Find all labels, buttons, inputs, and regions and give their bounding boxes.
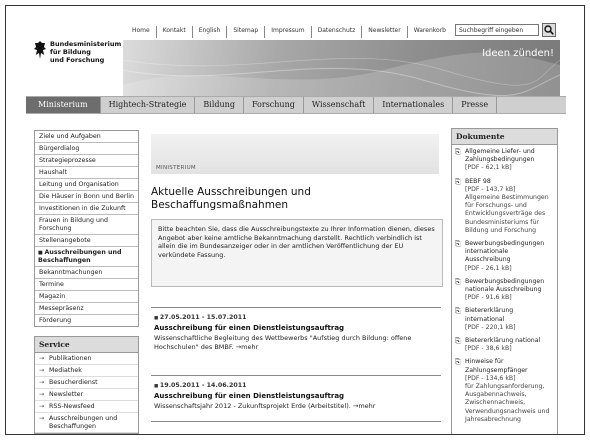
list-item bbox=[154, 314, 442, 352]
search-input[interactable] bbox=[455, 24, 539, 36]
document-meta: [PDF - 134,6 kB] bbox=[465, 374, 516, 382]
sidebar-item-strategieprozesse[interactable]: Strategieprozesse bbox=[35, 155, 138, 167]
documents-box bbox=[451, 128, 558, 435]
arrow-icon: → bbox=[39, 366, 45, 374]
document-meta: [PDF - 38,6 kB] bbox=[465, 345, 512, 353]
service-item-label: Newsletter bbox=[49, 390, 84, 398]
entry-date: ■ 19.05.2011 - 14.06.2011 bbox=[154, 382, 442, 389]
service-item-ausschreibungen[interactable] bbox=[35, 413, 138, 433]
ministry-logo[interactable] bbox=[34, 38, 134, 78]
document-item[interactable] bbox=[452, 275, 557, 305]
topnav-newsletter[interactable]: Newsletter bbox=[362, 26, 407, 38]
sidebar-item-leitung[interactable]: Leitung und Organisation bbox=[35, 179, 138, 191]
document-icon: ⎘ bbox=[455, 240, 461, 249]
document-name: BEBF 98 bbox=[465, 177, 491, 185]
logo-text bbox=[50, 40, 121, 64]
arrow-icon: → bbox=[39, 414, 45, 422]
mainnav-ministerium[interactable]: Ministerium bbox=[26, 97, 101, 113]
topnav-kontakt[interactable]: Kontakt bbox=[157, 26, 193, 38]
sidebar-item-magazin[interactable]: Magazin bbox=[35, 291, 138, 303]
mainnav-hightech-strategie[interactable]: Hightech-Strategie bbox=[101, 97, 196, 113]
sidebar-item-stellenangebote[interactable]: Stellenangebote bbox=[35, 235, 138, 247]
sidebar-item-haushalt[interactable]: Haushalt bbox=[35, 167, 138, 179]
page bbox=[26, 18, 566, 435]
document-meta: [PDF - 220,1 kB] bbox=[465, 323, 516, 331]
section-header bbox=[151, 134, 439, 174]
document-icon: ⎘ bbox=[455, 148, 461, 156]
mainnav-bildung[interactable]: Bildung bbox=[195, 97, 244, 113]
service-box bbox=[34, 336, 139, 434]
sidebar-item-ziele[interactable]: Ziele und Aufgaben bbox=[35, 131, 138, 143]
topnav-sitemap[interactable]: Sitemap bbox=[227, 26, 265, 38]
sidebar-item-messepraesenz[interactable]: Messepräsenz bbox=[35, 303, 138, 315]
document-item[interactable] bbox=[452, 304, 557, 334]
sidebar-item-investitionen[interactable]: Investitionen in die Zukunft bbox=[35, 203, 138, 215]
intro-notice: Bitte beachten Sie, dass die Ausschreibungstexte zu Ihrer Information dienen, dieses Angebot aber keine amtliche Bekanntmachung darstellt. Rechtlich verbindlich ist allein die im Bundesanzeiger oder in der amtlichen Veröffentlichung der EU verkündete Fassung. bbox=[151, 219, 443, 287]
document-meta: [PDF - 62,1 kB] bbox=[465, 164, 512, 172]
document-item[interactable] bbox=[452, 355, 557, 426]
entry-date: ■ 27.05.2011 - 15.07.2011 bbox=[154, 314, 442, 321]
entry-description bbox=[154, 334, 442, 352]
service-item-besucherdienst[interactable] bbox=[35, 377, 138, 389]
topnav-english[interactable]: English bbox=[193, 26, 228, 38]
topnav-impressum[interactable]: Impressum bbox=[265, 26, 311, 38]
divider bbox=[151, 307, 441, 308]
entry-title[interactable]: Ausschreibung für einen Dienstleistungsauftrag bbox=[154, 392, 345, 400]
sidebar-item-bekanntmachungen[interactable]: Bekanntmachungen bbox=[35, 267, 138, 279]
topnav-datenschutz[interactable]: Datenschutz bbox=[312, 26, 363, 38]
banner-slogan: Ideen zünden! bbox=[482, 48, 554, 59]
document-icon: ⎘ bbox=[455, 358, 461, 367]
document-icon: ⎘ bbox=[455, 307, 461, 316]
service-item-publikationen[interactable] bbox=[35, 353, 138, 365]
topnav-warenkorb[interactable]: Warenkorb bbox=[413, 27, 446, 34]
federal-eagle-icon bbox=[34, 40, 46, 60]
divider bbox=[151, 375, 441, 376]
sidebar-navigation bbox=[34, 130, 139, 327]
document-item[interactable] bbox=[452, 175, 557, 237]
arrow-icon: → bbox=[39, 378, 45, 386]
arrow-icon: → bbox=[39, 354, 45, 362]
document-icon: ⎘ bbox=[455, 277, 461, 286]
sidebar-item-frauen[interactable]: Frauen in Bildung und Forschung bbox=[35, 215, 138, 235]
logo-line-1: Bundesministerium bbox=[50, 40, 122, 48]
search-button[interactable] bbox=[542, 23, 556, 37]
document-name: Allgemeine Liefer- und Zahlungsbedingungen bbox=[465, 148, 535, 164]
document-description: Allgemeine Bestimmungen für Forschungs- und Entwicklungsverträge des Bundesministeriums für Bildung und Forschung bbox=[465, 194, 549, 234]
document-name: Bietererklärung international bbox=[465, 307, 514, 323]
service-item-mediathek[interactable] bbox=[35, 365, 138, 377]
service-item-label: Publikationen bbox=[49, 354, 92, 362]
documents-title: Dokumente bbox=[452, 129, 557, 145]
mainnav-internationales[interactable]: Internationales bbox=[374, 97, 453, 113]
mainnav-presse[interactable]: Presse bbox=[453, 97, 497, 113]
document-meta: [PDF - 143,7 kB] bbox=[465, 185, 516, 193]
document-item[interactable] bbox=[452, 145, 557, 175]
entry-title[interactable]: Ausschreibung für einen Dienstleistungsauftrag bbox=[154, 324, 345, 332]
document-meta: [PDF - 26,1 kB] bbox=[465, 264, 512, 272]
document-icon: ⎘ bbox=[455, 337, 461, 346]
entry-description bbox=[154, 402, 442, 411]
document-icon: ⎘ bbox=[455, 177, 461, 186]
main-navigation bbox=[26, 96, 566, 114]
header-banner bbox=[123, 40, 560, 100]
screenshot-frame bbox=[5, 5, 585, 435]
document-name: Bewerbungsbedingungen nationale Ausschreibung bbox=[465, 277, 545, 294]
arrow-icon: → bbox=[39, 390, 45, 398]
arrow-icon: → bbox=[39, 402, 45, 410]
sidebar-item-foerderung[interactable]: Förderung bbox=[39, 316, 72, 324]
document-name: Bietererklärung national bbox=[465, 337, 541, 345]
sidebar-item-buergerdialog[interactable]: Bürgerdialog bbox=[35, 143, 138, 155]
service-item-label: Mediathek bbox=[49, 366, 82, 374]
sidebar-item-haeuser[interactable]: Die Häuser in Bonn und Berlin bbox=[35, 191, 138, 203]
document-item[interactable] bbox=[452, 237, 557, 275]
list-item bbox=[154, 382, 442, 411]
entry-description-text: Wissenschaftliche Begleitung des Wettbewerbs "Aufstieg durch Bildung: offene Hochschulen" des BMBF. bbox=[154, 334, 412, 351]
service-item-label: Besucherdienst bbox=[49, 378, 98, 386]
page-title: Aktuelle Ausschreibungen und Beschaffungsmaßnahmen bbox=[151, 186, 311, 211]
top-navigation bbox=[126, 26, 452, 38]
divider bbox=[151, 421, 441, 422]
document-name: Hinweise für Zahlungsempfänger bbox=[465, 358, 528, 374]
more-link[interactable]: →mehr bbox=[352, 402, 376, 410]
service-item-rss[interactable] bbox=[35, 401, 138, 413]
logo-line-2: für Bildung bbox=[50, 48, 91, 56]
document-item[interactable] bbox=[452, 334, 557, 355]
sidebar-item-termine[interactable]: Termine bbox=[35, 279, 138, 291]
service-item-label: Ausschreibungen und Beschaffungen bbox=[49, 414, 118, 430]
document-name: Bewerbungsbedingungen internationale Ausschreibung bbox=[465, 240, 545, 264]
service-title: Service bbox=[35, 337, 138, 353]
mainnav-wissenschaft[interactable]: Wissenschaft bbox=[304, 97, 374, 113]
service-item-newsletter[interactable] bbox=[35, 389, 138, 401]
document-meta: [PDF - 91,6 kB] bbox=[465, 294, 512, 302]
topnav-home[interactable]: Home bbox=[126, 26, 157, 38]
breadcrumb: MINISTERIUM bbox=[156, 165, 196, 171]
mainnav-forschung[interactable]: Forschung bbox=[244, 97, 304, 113]
service-item-label: RSS-Newsfeed bbox=[49, 402, 95, 410]
logo-line-3: und Forschung bbox=[50, 56, 105, 64]
search-icon bbox=[544, 25, 554, 35]
document-description: für Zahlungsanforderung, Ausgabennachweis, Zwischennachweis, Verwendungsnachweis und Jahresabrechnung bbox=[465, 383, 550, 423]
sidebar-item-ausschreibungen[interactable]: ■ Ausschreibungen und Beschaffungen bbox=[35, 247, 138, 267]
more-link[interactable]: →mehr bbox=[235, 343, 259, 351]
entry-description-text: Wissenschaftsjahr 2012 - Zukunftsprojekt Erde (Arbeitstitel). bbox=[154, 402, 351, 410]
